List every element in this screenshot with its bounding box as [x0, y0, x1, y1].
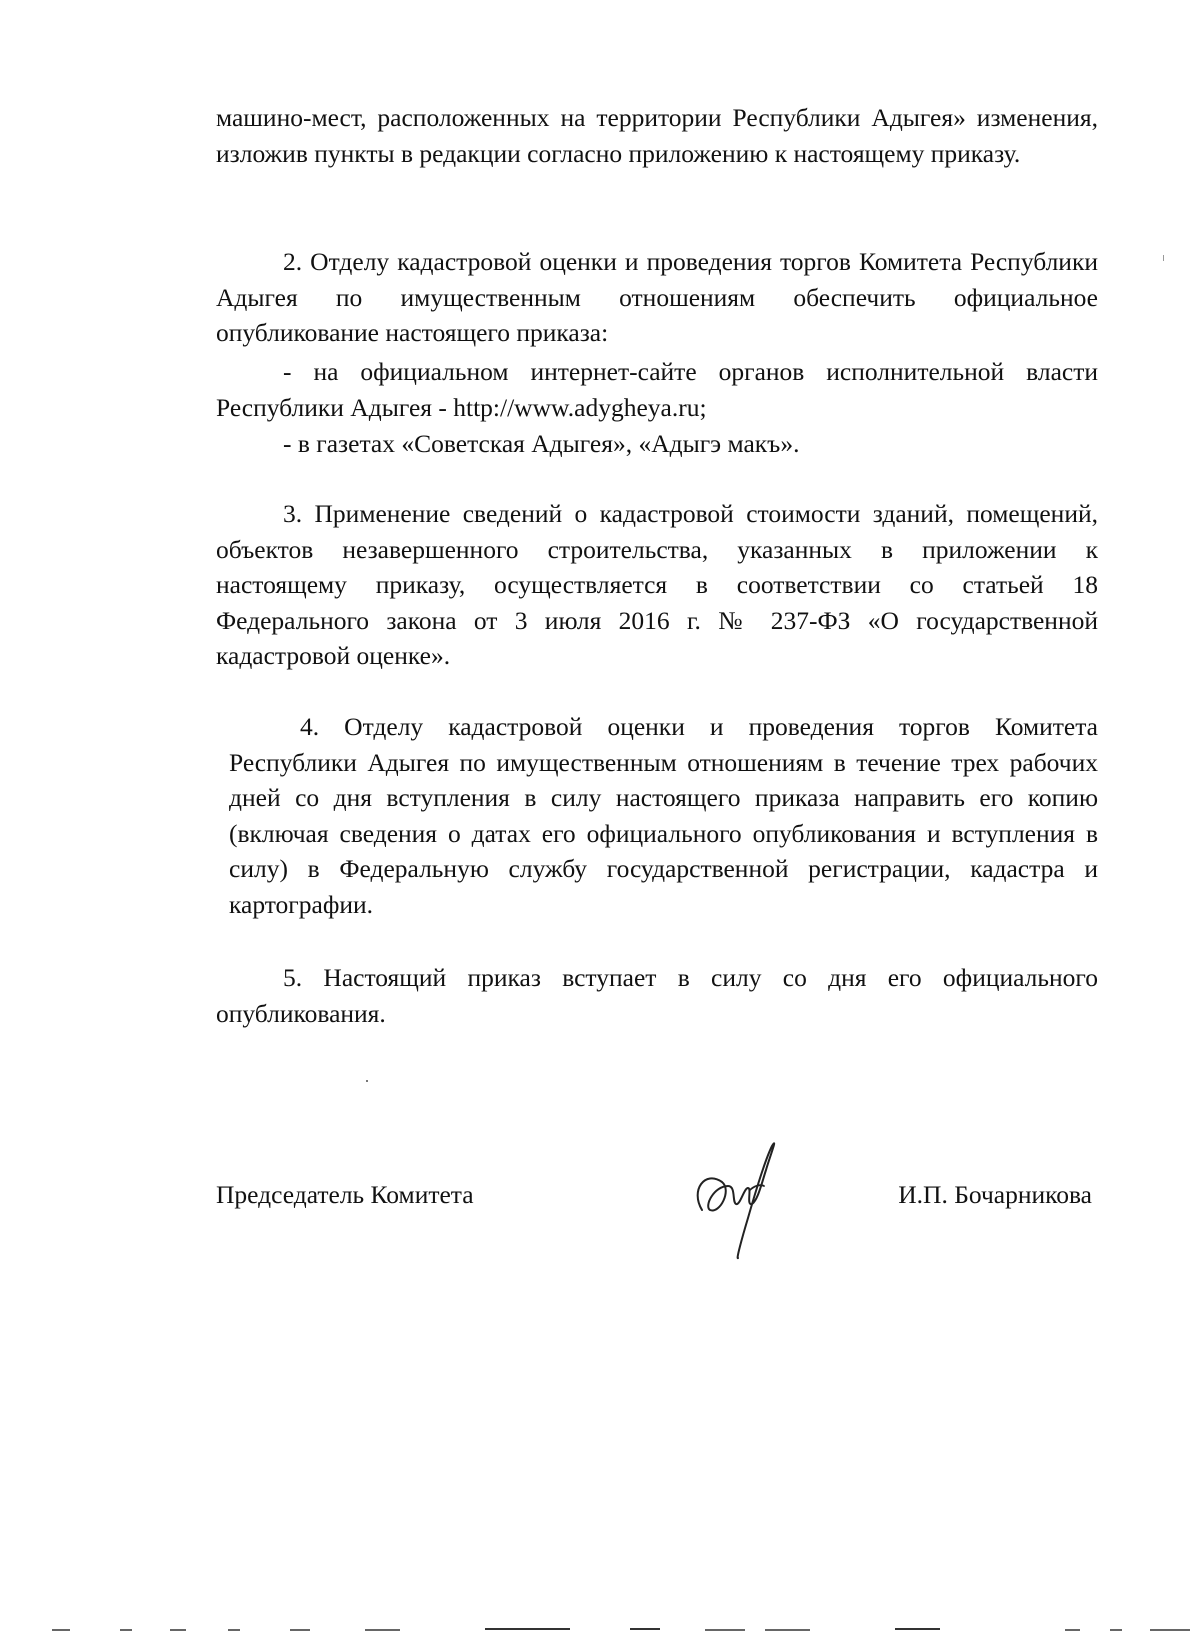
paragraph-2-item-website: - на официальном интернет-сайте органов исполнительной власти Республики Адыгея - http://www.adygheya.ru; [216, 357, 1098, 422]
paragraph-intro: машино-мест, расположенных на территории Республики Адыгея» изменения, изложив пункты в редакции согласно приложению к настоящему приказу. [216, 103, 1098, 168]
scan-speck [1163, 255, 1164, 261]
paragraph-3: 3. Применение сведений о кадастровой стоимости зданий, помещений, объектов незавершенного строительства, указанных в приложении к настоящему приказу, осуществляется в соответствии со статьей 18 Федерального закона от 3 июля 2016 г. № 237-ФЗ «О государственной кадастровой оценке». [216, 499, 1098, 670]
signatory-position: Председатель Комитета [216, 1180, 474, 1209]
paragraph-4: 4. Отделу кадастровой оценки и проведения торгов Комитета Республики Адыгея по имущественным отношениям в течение трех рабочих дней со дня вступления в силу настоящего приказа направить его копию (включая сведения о датах его официального опубликования и вступления в силу) в Федеральную службу государственной регистрации, кадастра и картографии. [229, 712, 1098, 919]
handwritten-signature [680, 1130, 800, 1270]
scan-edge-marks [0, 1620, 1200, 1643]
paragraph-5: 5. Настоящий приказ вступает в силу со дня его официального опубликования. [216, 963, 1098, 1028]
paragraph-2-item-newspapers: - в газетах «Советская Адыгея», «Адыгэ макъ». [283, 429, 800, 458]
signatory-name: И.П. Бочарникова [898, 1180, 1092, 1209]
scan-speck [366, 1080, 368, 1082]
paragraph-2: 2. Отделу кадастровой оценки и проведения торгов Комитета Республики Адыгея по имущественным отношениям обеспечить официальное опубликование настоящего приказа: [216, 247, 1098, 347]
